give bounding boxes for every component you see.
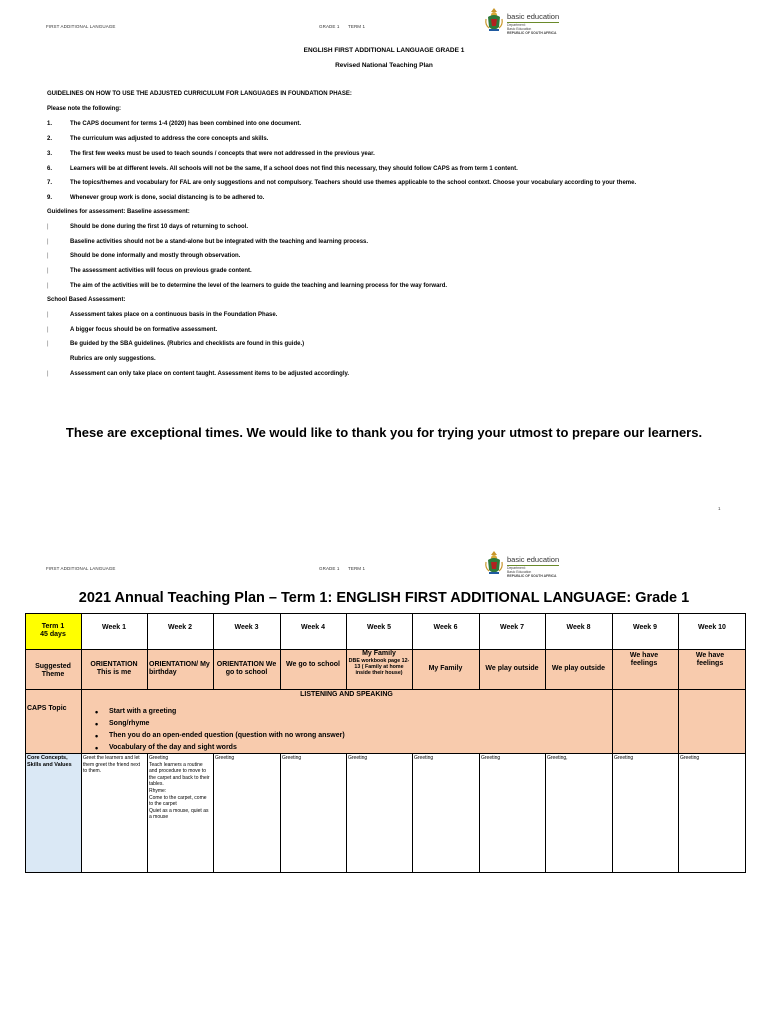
logo-line1: Department: (507, 566, 526, 570)
logo-main-text: basic education (507, 555, 560, 564)
caps-topic-label: CAPS Topic (27, 705, 67, 712)
caps-item: • Then you do an open-ended question (question with no wrong answer) (95, 730, 345, 742)
caps-item: • Song/rhyme (95, 718, 345, 730)
dbe-logo (484, 7, 559, 35)
baseline-item: | Baseline activities should not be a stand-alone but be integrated with the teaching and learning process. (47, 239, 369, 245)
thanks-message: These are exceptional times. We would like to thank you for trying your utmost to prepare our learners. (65, 425, 703, 440)
week-header: Week 2 (168, 624, 192, 631)
page1-title: ENGLISH FIRST ADDITIONAL LANGUAGE GRADE 1 (303, 47, 465, 54)
sba-indent: Rubrics are only suggestions. (70, 356, 156, 362)
baseline-item: | Should be done during the first 10 days of returning to school. (47, 224, 249, 230)
core-cell: Greeting (481, 755, 501, 761)
page1-header (0, 0, 768, 40)
core-cell: Greeting Teach learners a routine and procedure to move to the carpet and back to their tables. Rhyme: Come to the carpet, come to the carpet Quiet as a mouse, quiet as a mouse (149, 755, 210, 821)
numbered-item: 2. The curriculum was adjusted to address the core concepts and skills. (47, 136, 269, 142)
plan-title: 2021 Annual Teaching Plan – Term 1: ENGLISH FIRST ADDITIONAL LANGUAGE: Grade 1 (78, 590, 690, 606)
term-cell: Term 1 45 days (40, 623, 66, 638)
core-cell: Greeting (614, 755, 634, 761)
baseline-heading: Guidelines for assessment: Baseline assessment: (47, 209, 190, 215)
theme-label: Suggested Theme (35, 663, 71, 678)
core-cell: Greeting (414, 755, 434, 761)
week-header: Week 1 (102, 624, 126, 631)
page-number: 1 (718, 506, 721, 511)
caps-item: • Vocabulary of the day and sight words (95, 742, 345, 754)
logo-line3: REPUBLIC OF SOUTH AFRICA (507, 31, 557, 35)
week-header: Week 7 (500, 624, 524, 631)
dbe-logo (484, 550, 559, 578)
header-subject: FIRST ADDITIONAL LANGUAGE (46, 24, 116, 29)
week-header: Week 8 (566, 624, 591, 631)
numbered-item: 1. The CAPS document for terms 1-4 (2020) has been combined into one document. (47, 121, 302, 127)
week5-note: DBE workbook page 12-13 ( Family at home inside their house) (348, 658, 410, 676)
core-cell: Greeting (282, 755, 302, 761)
core-cell: Greeting (680, 755, 700, 761)
logo-line3: REPUBLIC OF SOUTH AFRICA (507, 574, 557, 578)
guidelines-heading: GUIDELINES ON HOW TO USE THE ADJUSTED CURRICULUM FOR LANGUAGES IN FOUNDATION PHASE: (47, 91, 352, 97)
week-header: Week 6 (433, 624, 458, 631)
header-term: TERM 1 (348, 566, 366, 571)
theme-cell-week5: My Family DBE workbook page 12-13 ( Family at home inside their house) (348, 650, 410, 676)
theme-cell: We go to school (286, 661, 340, 668)
theme-cell: We play outside (485, 665, 539, 672)
header-grade: GRADE 1 (319, 24, 340, 29)
week-header: Week 5 (367, 624, 391, 631)
core-cell: Greeting (215, 755, 235, 761)
logo-main-text: basic education (507, 12, 560, 21)
theme-cell: We have feelings (629, 652, 659, 667)
teaching-plan-table (25, 613, 746, 873)
baseline-item: | The aim of the activities will be to determine the level of the learners to guide the teaching and learning process for the way forward. (47, 283, 448, 289)
logo-line2: Basic Education (507, 570, 532, 574)
coat-of-arms-icon (484, 7, 504, 33)
week-header: Week 4 (301, 624, 325, 631)
numbered-item: 9. Whenever group work is done, social distancing is to be adhered to. (47, 195, 265, 201)
theme-cell: ORIENTATION This is me (90, 661, 138, 676)
sba-item: | Be guided by the SBA guidelines. (Rubrics and checklists are found in this guide.) (47, 341, 305, 347)
theme-cell: ORIENTATION/ My birthday (149, 661, 210, 676)
week-header: Week 3 (234, 624, 259, 631)
core-cell: Greeting (348, 755, 368, 761)
sba-item: | Assessment takes place on a continuous basis in the Foundation Phase. (47, 312, 278, 318)
caps-item: • Start with a greeting (95, 706, 345, 718)
listening-speaking-heading: LISTENING AND SPEAKING (300, 691, 393, 698)
theme-cell: We play outside (551, 665, 606, 672)
theme-cell: We have feelings (695, 652, 725, 667)
theme-cell: My Family (428, 665, 463, 672)
core-cell: Greet the learners and let them greet the friend next to them. (83, 755, 140, 775)
caps-topic-list (95, 706, 345, 754)
sba-heading: School Based Assessment: (47, 297, 126, 303)
please-note: Please note the following: (47, 106, 122, 112)
theme-cell: ORIENTATION We go to school (216, 661, 277, 676)
numbered-item: 3. The first few weeks must be used to teach sounds / concepts that were not addressed in the previous year. (47, 151, 375, 157)
coat-of-arms-icon (484, 550, 504, 576)
page2-header (0, 548, 768, 588)
core-concepts-label: Core Concepts, Skills and Values (27, 755, 72, 768)
logo-line2: Basic Education (507, 27, 532, 31)
header-subject: FIRST ADDITIONAL LANGUAGE (46, 566, 116, 571)
week-header: Week 10 (698, 624, 726, 631)
numbered-item: 6. Learners will be at different levels. All schools will not be the same, If a school does not find this necessary, they should follow CAPS as from term 1 content. (47, 166, 518, 172)
numbered-item: 7. The topics/themes and vocabulary for FAL are only suggestions and not compulsory. Teachers should use themes applicable to the school context. Choose your vocabulary according to your theme. (47, 180, 637, 186)
logo-line1: Department: (507, 23, 526, 27)
baseline-item: | The assessment activities will focus on previous grade content. (47, 268, 252, 274)
week-header: Week 9 (633, 624, 657, 631)
sba-item: | Assessment can only take place on content taught. Assessment items to be adjusted accordingly. (47, 371, 350, 377)
header-grade: GRADE 1 (319, 566, 340, 571)
sba-item: | A bigger focus should be on formative assessment. (47, 327, 218, 333)
core-cell: Greeting, (547, 755, 568, 761)
header-term: TERM 1 (348, 24, 366, 29)
page1-subtitle: Revised National Teaching Plan (335, 62, 433, 69)
baseline-item: | Should be done informally and mostly through observation. (47, 253, 241, 259)
